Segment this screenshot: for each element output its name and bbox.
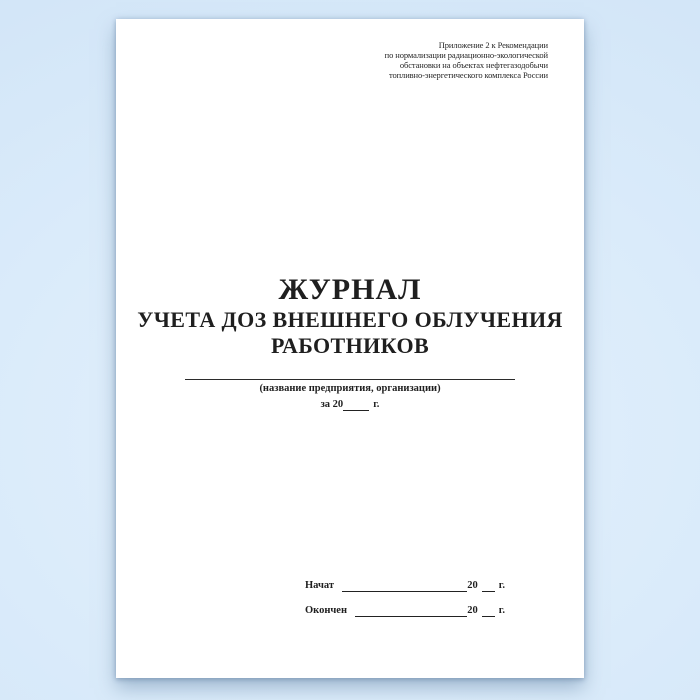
document-page xyxy=(116,19,584,678)
year-field xyxy=(116,398,584,411)
dates-block xyxy=(305,567,505,617)
appendix-line: топливно-энергетического комплекса России xyxy=(388,70,548,80)
appendix-line: обстановки на объектах нефтегазодобычи xyxy=(399,60,548,70)
date-finished-row xyxy=(305,592,505,617)
started-blank-line xyxy=(342,579,467,592)
year-suffix: г. xyxy=(373,399,380,410)
appendix-line: Приложение 2 к Рекомендации xyxy=(438,40,548,50)
year-prefix: за 20 xyxy=(320,399,344,410)
year-blank-line xyxy=(343,398,369,411)
journal-subtitle-line2: РАБОТНИКОВ xyxy=(270,333,430,358)
date-started-row xyxy=(305,567,505,592)
finished-year-blank xyxy=(482,604,495,617)
started-label: Начат xyxy=(305,580,335,591)
started-year-blank xyxy=(482,579,495,592)
finished-year-suffix: г. xyxy=(498,605,505,616)
finished-label: Окончен xyxy=(305,605,348,616)
organization-caption: (название предприятия, организации) xyxy=(259,383,441,394)
started-year-suffix: г. xyxy=(498,580,505,591)
appendix-reference xyxy=(385,40,548,80)
title-block xyxy=(116,273,584,359)
appendix-line: по нормализации радиационно-экологической xyxy=(384,50,548,60)
journal-subtitle-line1: УЧЕТА ДОЗ ВНЕШНЕГО ОБЛУЧЕНИЯ xyxy=(137,307,563,332)
finished-year-prefix: 20 xyxy=(467,605,478,616)
journal-title: ЖУРНАЛ xyxy=(278,273,422,306)
started-year-prefix: 20 xyxy=(467,580,478,591)
finished-blank-line xyxy=(355,604,467,617)
organization-name-blank-line xyxy=(185,379,515,380)
